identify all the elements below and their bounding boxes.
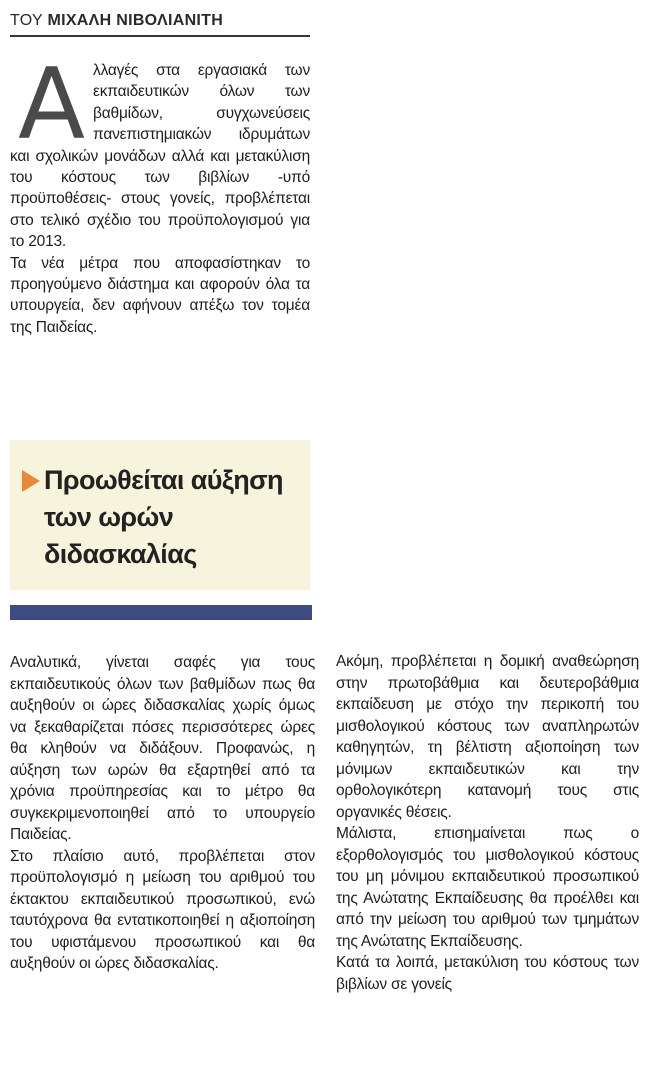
byline bbox=[10, 12, 310, 37]
drop-cap: Α bbox=[18, 48, 86, 162]
article-column-right bbox=[336, 651, 639, 995]
triangle-arrow-icon bbox=[22, 470, 40, 492]
article-column-left bbox=[10, 652, 315, 975]
highlight-content bbox=[22, 462, 302, 573]
byline-prefix: ΤΟΥ bbox=[10, 12, 48, 29]
column-right-paragraph-2: Μάλιστα, επισημαίνεται πως ο εξορθολογισμός του μισθολογικού κόστους του μη μόνιμου εκπαιδευτικού προσωπικού της Ανώτατης Εκπαίδευσης θα προέλθει και από την μείωση του αριθμού των τμημάτων της Ανώτατης Εκπαίδευσης. bbox=[336, 825, 639, 950]
column-right-paragraph-3: Κατά τα λοιπά, μετακύλιση του κόστους των βιβλίων σε γονείς bbox=[336, 954, 639, 993]
lead-paragraph-1: λλαγές στα εργασιακά των εκπαιδευτικών όλων των βαθμίδων, συγχωνεύσεις πανεπιστημιακών ιδρυμάτων και σχολικών μονάδων αλλά και μετακύλιση του κόστους των βιβλίων -υπό προϋποθέσεις- στους γονείς, προβλέπεται στο τελικό σχέδιο του προϋπολογισμού για το 2013. bbox=[10, 62, 310, 251]
highlight-title: Προωθείται αύξηση των ωρών διδασκαλίας bbox=[44, 465, 283, 569]
column-left-paragraph-2: Στο πλαίσιο αυτό, προβλέπεται στον προϋπολογισμό η μείωση του αριθμού του έκτακτου εκπαιδευτικού προσωπικού, ενώ ταυτόχρονα θα εντατικοποιηθεί η αξιοποίηση του υφιστάμενου προσωπικού και θα αυξηθούν οι ώρες διδασκαλίας. bbox=[10, 847, 315, 972]
section-divider bbox=[10, 605, 312, 620]
lead-paragraph-2: Τα νέα μέτρα που αποφασίστηκαν το προηγούμενο διάστημα και αφορούν όλα τα υπουργεία, δεν αφήνουν απέξω τον τομέα της Παιδείας. bbox=[10, 254, 310, 336]
highlight-box bbox=[10, 440, 310, 590]
lead-section bbox=[10, 48, 310, 338]
byline-author: ΜΙΧΑΛΗ ΝΙΒΟΛΙΑΝΙΤΗ bbox=[47, 12, 224, 29]
column-right-paragraph-1: Ακόμη, προβλέπεται η δομική αναθεώρηση στην πρωτοβάθμια και δευτεροβάθμια εκπαίδευση με στόχο την περικοπή του μισθολογικού κόστους των αναπληρωτών καθηγητών, τη βέλτιστη αξιοποίηση των μόνιμων εκπαιδευτικών και την ορθολογικότερη κατανομή τους στις οργανικές θέσεις. bbox=[336, 653, 639, 821]
column-left-paragraph-1: Αναλυτικά, γίνεται σαφές για τους εκπαιδευτικούς όλων των βαθμίδων πως θα αυξηθούν οι ώρες διδασκαλίας χωρίς όμως να ξεκαθαρίζεται πόσες περισσότερες ώρες θα κληθούν να διδάξουν. Προφανώς, η αύξηση των ωρών θα εξαρτηθεί από τα χρόνια προϋπηρεσίας και το μέτρο θα συγκεκριμενοποιηθεί από το υπουργείο Παιδείας. bbox=[10, 654, 315, 843]
